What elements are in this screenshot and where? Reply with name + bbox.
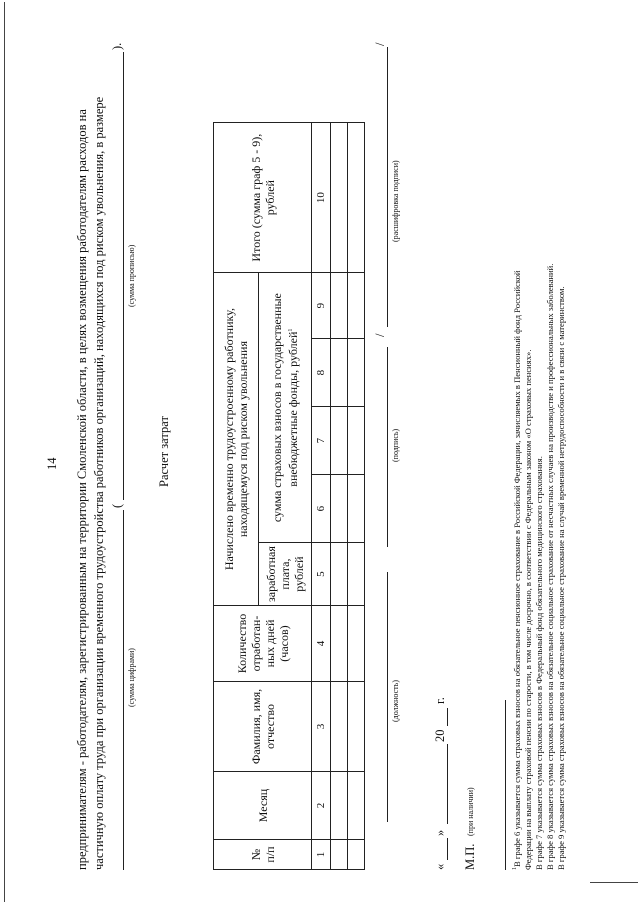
empty-cell [348,339,365,407]
position-caption: (должность) [391,680,400,722]
empty-cell [331,407,348,475]
empty-cell [348,273,365,339]
stamp-note: (при наличии) [466,787,475,836]
empty-cell [331,772,348,840]
col-number: 6 [312,475,331,543]
col-number: 8 [312,339,331,407]
empty-cell [348,475,365,543]
empty-cell [331,606,348,682]
footnote-line: В графе 7 указывается сумма страховых взносов в Федеральный фонд обязательного медицинского страхования. [533,456,544,870]
close-paren: ). [110,42,124,50]
page-number: 14 [45,457,59,470]
empty-cell [348,682,365,772]
date-day-line [447,838,448,860]
empty-cell [348,772,365,840]
table-row [348,123,365,870]
position-line [387,572,388,822]
col-number: 3 [312,682,331,772]
empty-cell [331,123,348,273]
empty-cell [331,339,348,407]
header-fio: Фамилия, имя, отчество [214,682,312,772]
footnote-separator [505,700,506,870]
empty-cell [348,543,365,606]
date-close-quote: » [433,829,447,836]
intro-line-1: предпринимателям - работодателям, зарегистрированным на территории Смоленской области, в целях возмещения работодателям расходов на [75,109,89,870]
col-number: 7 [312,407,331,475]
empty-cell [348,407,365,475]
empty-cell [331,273,348,339]
col-number: 5 [312,543,331,606]
empty-cell [331,840,348,870]
amount-digits-line [123,510,124,870]
col-number: 9 [312,273,331,339]
date-month-line [447,744,448,824]
footnote-line: $^1$В графе 6 указывается сумма страховых взносов на обязательное пенсионное страхование в Российской Федерации, зачисляемых в Пенсионный фонд Российской [511,270,522,870]
date-year-suffix: г. [433,697,447,704]
signature-line [387,347,388,547]
table-row [331,123,348,870]
col-number: 10 [312,123,331,273]
footnote-line: В графе 8 указывается сумма страховых взносов на обязательное социальное страхование от несчастных случаев на производстве и профессиональных заболеваний. [544,263,555,870]
empty-cell [331,682,348,772]
footnotes [510,30,567,870]
date-open-quote: « [433,863,447,870]
decoding-caption: (расшифровка подписи) [391,160,400,242]
section-title: Расчет затрат [157,416,171,487]
header-num: № п/п [214,840,312,870]
header-month: Месяц [214,772,312,840]
amount-words-caption: (сумма прописью) [127,244,136,307]
intro-line-2: частичную оплату труда при организации временного трудоустройства работников организаций, находящихся под риском увольнения, в размере [92,96,106,870]
amount-words-line [123,52,124,500]
col-number: 4 [312,606,331,682]
footnote-line: Федерации на выплату страховой пенсии по старости, в том числе досрочно, в соответствии с Федеральным законом «О страховых пенсиях». [522,349,533,870]
header-days: Количество отработан-ных дней (часов) [214,606,312,682]
empty-cell [348,123,365,273]
signature-caption: (подпись) [391,428,400,462]
stamp-label: М.П. [463,843,477,870]
decoding-line [387,47,388,327]
empty-cell [348,606,365,682]
col-number: 1 [312,840,331,870]
open-paren: ( [110,503,124,508]
header-accrued: Начислено временно трудоустроенному работнику, находящемуся под риском увольнения [214,273,259,606]
page-edge-bottom [590,882,638,883]
empty-cell [331,475,348,543]
slash: / [373,333,387,337]
rotated-sheet [35,22,605,882]
slash-end: / [373,42,387,46]
footnote-marker: 1 [512,867,518,870]
empty-cell [331,543,348,606]
footnote-line: В графе 9 указывается сумма страховых взносов на обязательное социальное страхование на случай временной нетрудоспособности и в связи с материнством. [555,286,566,870]
calculation-table [213,122,365,870]
page-edge-left [4,2,5,902]
empty-cell [348,840,365,870]
date-year-line [447,708,448,726]
header-contrib-cell [259,273,312,543]
header-salary: заработная плата, рублей [259,543,312,606]
header-contrib-sup: 1 [288,328,294,332]
header-contrib: сумма страховых взносов в государственные внебюджетные фонды, рублей [270,293,300,523]
amount-digits-caption: (сумма цифрами) [127,648,136,707]
date-year-prefix: 20 [433,729,447,742]
col-number: 2 [312,772,331,840]
header-total: Итого (сумма граф 5 - 9), рублей [214,123,312,273]
